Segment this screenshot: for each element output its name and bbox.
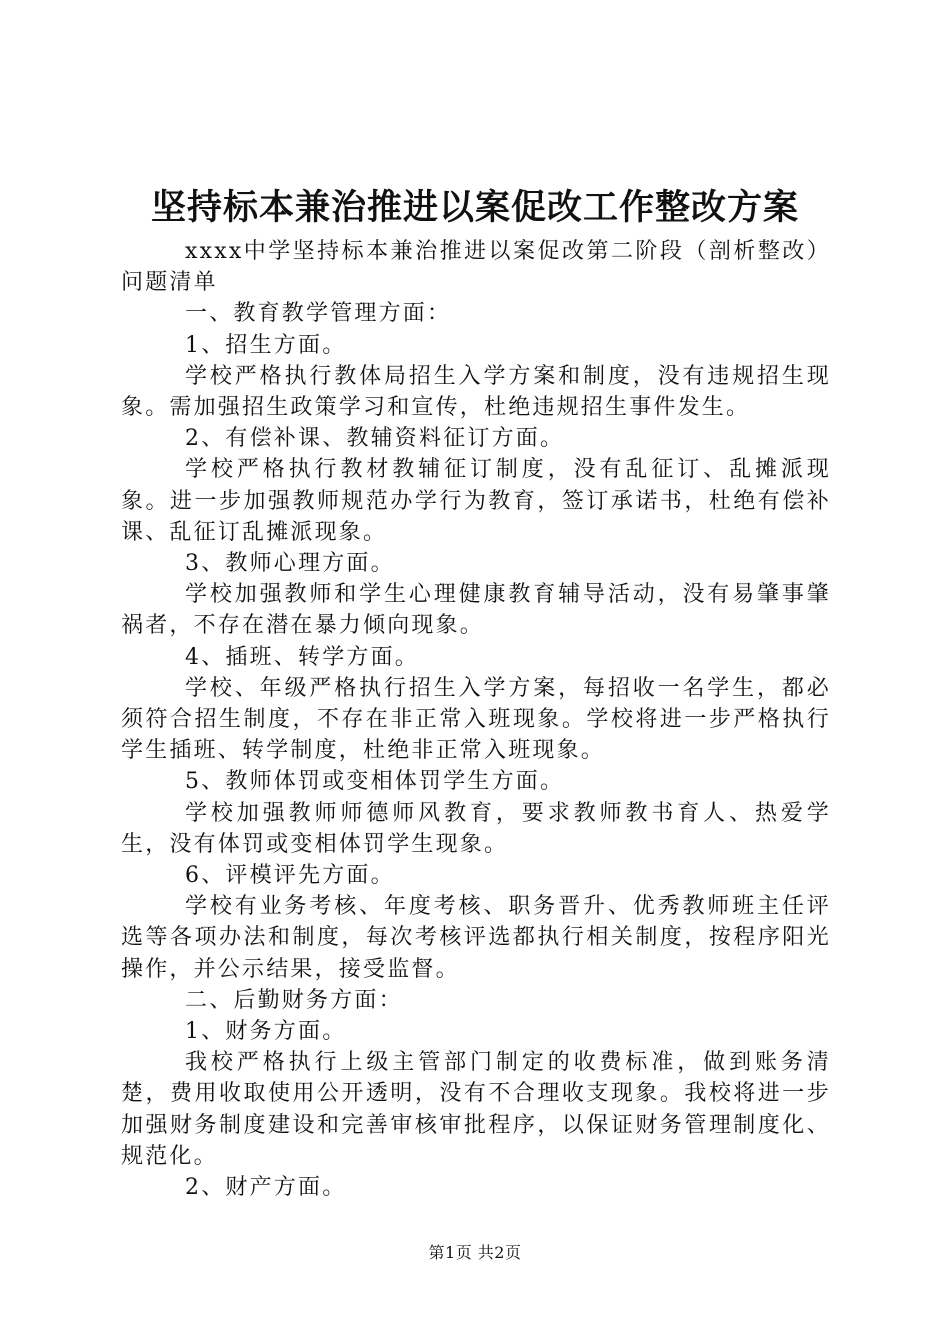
document-body [121,236,831,1203]
subheading-paid-tutoring: 2、有偿补课、教辅资料征订方面。 [185,426,565,452]
subheading-property: 2、财产方面。 [185,1175,347,1201]
subheading-teacher-psychology: 3、教师心理方面。 [185,551,395,577]
paragraph-intro: xxxx中学坚持标本兼治推进以案促改第二阶段（剖析整改）问题清单 [121,239,831,296]
paragraph-corporal-punishment: 学校加强教师师德师风教育，要求教师教书育人、热爱学生，没有体罚或变相体罚学生现象。 [121,800,831,857]
paragraph-transfer: 学校、年级严格执行招生入学方案，每招收一名学生，都必须符合招生制度，不存在非正常入班现象。学校将进一步严格执行学生插班、转学制度，杜绝非正常入班现象。 [121,675,831,764]
subheading-evaluation: 6、评模评先方面。 [185,863,395,889]
paragraph-enrollment: 学校严格执行教体局招生入学方案和制度，没有违规招生现象。需加强招生政策学习和宣传，杜绝违规招生事件发生。 [121,363,831,421]
paragraph-evaluation: 学校有业务考核、年度考核、职务晋升、优秀教师班主任评选等各项办法和制度，每次考核评选都执行相关制度，按程序阳光操作，并公示结果，接受监督。 [121,894,831,982]
subheading-corporal-punishment: 5、教师体罚或变相体罚学生方面。 [185,769,565,795]
paragraph-finance: 我校严格执行上级主管部门制定的收费标准，做到账务清楚，费用收取使用公开透明，没有不合理收支现象。我校将进一步加强财务制度建设和完善审核审批程序，以保证财务管理制度化、规范化。 [121,1050,831,1169]
subheading-enrollment: 1、招生方面。 [185,332,347,358]
page-footer: 第1页 共2页 [428,1243,522,1262]
document-title: 坚持标本兼治推进以案促改工作整改方案 [150,188,799,228]
subheading-transfer: 4、插班、转学方面。 [185,644,419,670]
paragraph-paid-tutoring: 学校严格执行教材教辅征订制度，没有乱征订、乱摊派现象。进一步加强教师规范办学行为教育，签订承诺书，杜绝有偿补课、乱征订乱摊派现象。 [121,457,831,545]
section-heading-logistics: 二、后勤财务方面： [185,987,403,1013]
section-heading-teaching: 一、教育教学管理方面： [185,301,452,327]
paragraph-teacher-psychology: 学校加强教师和学生心理健康教育辅导活动，没有易肇事肇祸者，不存在潜在暴力倾向现象。 [121,582,831,639]
subheading-finance: 1、财务方面。 [185,1019,347,1045]
